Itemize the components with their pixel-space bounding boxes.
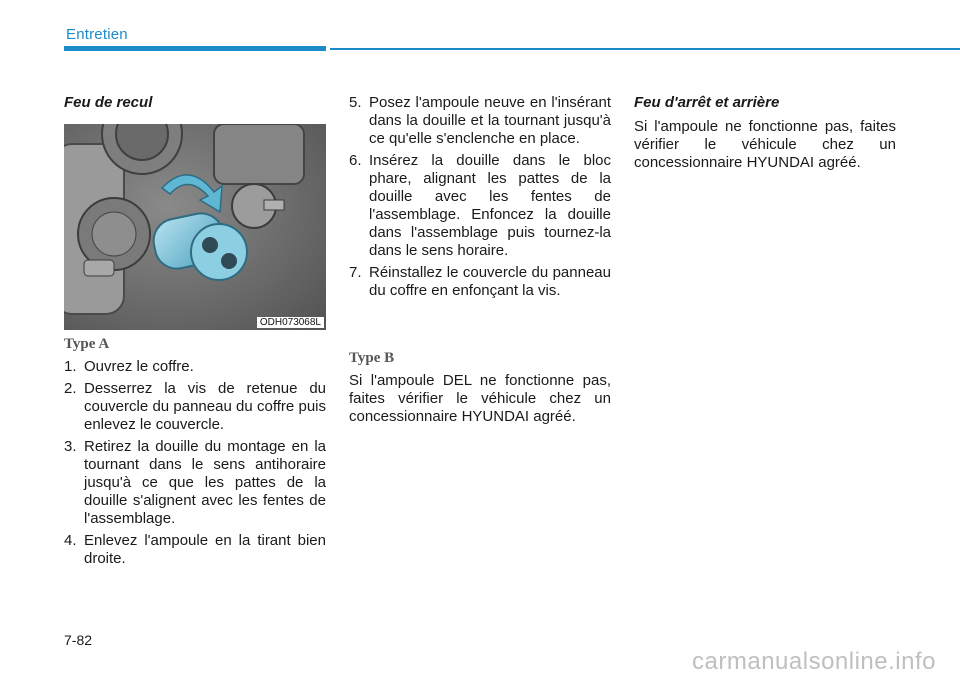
header-rule	[330, 48, 960, 50]
header-accent-bar	[64, 46, 326, 51]
section-title: Entretien	[66, 26, 128, 43]
subheading-type-a: Type A	[64, 336, 110, 352]
list-item: 7. Réinstallez le couvercle du panneau du coffre en enfonçant la vis.	[349, 264, 611, 299]
list-item: 4. Enlevez l'ampoule en la tirant bien droite.	[64, 532, 326, 567]
watermark: carmanualsonline.info	[692, 648, 936, 675]
list-item: 2. Desserrez la vis de retenue du couvercle du panneau du coffre puis enlevez le couvercle.	[64, 380, 326, 433]
left-steps	[64, 358, 326, 572]
list-item: 6. Insérez la douille dans le bloc phare, alignant les pattes de la douille avec les fentes de l'assemblage. Enfoncez la douille dans l'assemblage puis tournez-la dans le sens horaire.	[349, 152, 611, 259]
middle-steps	[349, 94, 611, 304]
type-b-paragraph: Si l'ampoule DEL ne fonctionne pas, faites vérifier le véhicule chez un concessionnaire HYUNDAI agréé.	[349, 372, 611, 425]
figure-code: ODH073068L	[257, 317, 324, 328]
subheading-type-b: Type B	[349, 350, 395, 366]
brake-light-paragraph: Si l'ampoule ne fonctionne pas, faites vérifier le véhicule chez un concessionnaire HYUNDAI agréé.	[634, 118, 896, 171]
heading-reverse-light: Feu de recul	[64, 94, 153, 111]
list-item: 3. Retirez la douille du montage en la tournant dans le sens antihoraire jusqu'à ce que les pattes de la douille s'alignent avec les fentes de l'assemblage.	[64, 438, 326, 527]
heading-brake-tail-light: Feu d'arrêt et arrière	[634, 94, 780, 111]
bulb-socket-illustration	[64, 124, 326, 330]
page-number: 7-82	[64, 632, 93, 648]
list-item: 5. Posez l'ampoule neuve en l'insérant dans la douille et la tournant jusqu'à ce qu'elle s'enclenche en place.	[349, 94, 611, 147]
list-item: 1. Ouvrez le coffre.	[64, 358, 194, 375]
